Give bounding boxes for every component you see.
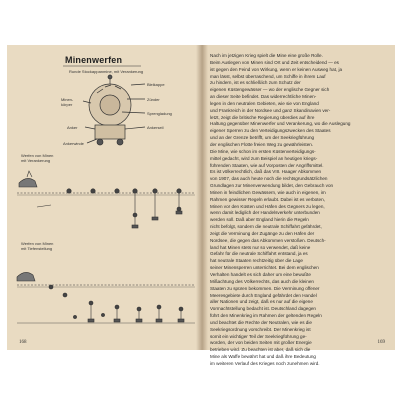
text-line: und beachtet die Rechte der Neutralen, wie es die: [210, 319, 312, 325]
text-line: Minen vor den Küsten und Häfen des Gegners zu legen,: [210, 203, 325, 209]
text-line: man lässt, selbst überraschend, um Schiffe in ihrem Lauf: [210, 73, 326, 79]
text-line: zeigt die Verminung der Zugänge zu den Häfen der: [210, 230, 315, 236]
text-line: somit ein wichtiger Teil der Seekriegführung ge-: [210, 333, 307, 339]
text-line: zu hindern, ist es schließlich zum Schutz der: [210, 80, 301, 86]
text-line: Staaten zu spüren bekommen. Die Verminung offener: [210, 285, 320, 291]
text-line: Die Mine, wie schon im ersten Küstenverteidigungs-: [210, 148, 316, 154]
text-line: und Frankreich in der Nordsee und ganz Skandinavien ver-: [210, 107, 331, 113]
page-number-left: 168: [19, 340, 27, 345]
text-line: Nach im jetzigen Krieg spielt die Mine eine große Rolle.: [210, 53, 323, 58]
text-line: legen in den neutralen Gebieten, wie sie von England: [210, 100, 319, 106]
text-line: führenden Staaten, wie auf Vorposten der Angriffsmittel.: [210, 162, 324, 168]
text-line: und an der Grenze betrifft, um der Seekriegführung: [210, 135, 315, 141]
text-line: Es ist völkerrechtlich, daß das VIII. Haager Abkommen: [210, 169, 322, 175]
minelaying-scene-depth: [17, 272, 195, 323]
right-page: [202, 45, 395, 366]
text-line: Minen in feindlichen Gewässern, wie auch in eigenen, im: [210, 189, 326, 195]
text-line: werden soll. Daß aber England hierin die Regeln: [210, 217, 309, 223]
text-line: von 1907, das auch heute noch die rechtsgrundsätzlichen: [210, 176, 328, 182]
figure-caption-mid-line1: Werfen von Minen: [21, 153, 54, 158]
text-line: hat neutrale Staaten rechtzeitig über die Lage: [210, 258, 303, 264]
text-line: führt den Minenkrieg im Rahmen der geltenden Regeln: [210, 313, 322, 319]
figure-caption-bottom-line1: Werfen von Minen: [21, 241, 54, 246]
text-line: Beim Auslegen von Minen sind Ort und Zeit entscheidend — es: [210, 59, 339, 65]
text-line: Haltung gegenüber Minenwerfer und Verankerung, wo die Auslegung: [210, 121, 351, 127]
mine-label-ankerseil: Ankerseil: [147, 125, 164, 130]
text-line: Verhalten handelt es sich daher um eine bewußte: [210, 272, 311, 277]
mine-diagram: [83, 75, 145, 145]
figure-caption-mid-line2: mit Verankerung: [21, 158, 51, 163]
text-line: eigener Sperren zu den Verteidigungszwecken des Staates: [210, 128, 331, 134]
text-line: Mine als Waffe bewährt hat und daß ihre Bedeutung: [210, 354, 316, 360]
body-text: [210, 53, 388, 368]
mine-label-sprengladung: Sprengladung: [147, 111, 172, 116]
left-page: [7, 45, 202, 350]
figure-caption-top: Runde Stockappanmine, mit Verankerung: [69, 69, 144, 74]
book-gutter: [196, 45, 208, 350]
mine-illustrations: [7, 45, 202, 350]
minelaying-scene-anchored: [17, 171, 195, 228]
mine-label-ankerwinde: Ankerwinde: [63, 141, 84, 146]
text-line: worden, der von beiden Seiten mit großer Energie: [210, 340, 312, 346]
text-line: eigenen Küstengewässer — wo der englische Gegner sich: [210, 87, 330, 93]
text-line: mittel gedacht, wird zum Beispiel an heutigen kriegs-: [210, 155, 318, 161]
text-line: an dieser Seite befindet. Das widerrechtliche Minen-: [210, 94, 317, 100]
mine-label-minenkoerper: Minen-körper: [61, 97, 74, 107]
text-line: aller Nationen und zeigt, daß es nur auf die eigene: [210, 299, 313, 305]
text-line: seiner Minensperren unterrichtet. Bei dem englischen: [210, 265, 319, 271]
page-heading: Minenwerfen: [65, 55, 123, 65]
text-line: Rahmen gewisser Regeln erlaubt. Dabei ist es verboten,: [210, 196, 325, 202]
text-line: Mißachtung des Völkerrechts, das auch die kleinen: [210, 278, 314, 284]
mine-label-bleikappe: Bleikappe: [147, 82, 165, 87]
text-line: nicht befolgt, sondern die neutrale Schiffahrt gefährdet,: [210, 224, 322, 230]
figure-caption-bottom-line2: mit Tiefenstellung: [21, 246, 53, 251]
text-line: Meeresgebiete durch England gefährdet den Handel: [210, 292, 317, 298]
text-line: ist gegen den Feind von Wirkung, wenn er keinen Ausweg hat, ja: [210, 66, 343, 72]
text-line: Nordsee, die gegen das Abkommen verstoßen. Deutsch-: [210, 237, 326, 243]
text-line: Grundlagen zur Minenverwendung bildet, den Gebrauch von: [210, 183, 334, 189]
text-line: Gefahr für die neutrale Schiffahrt entstand, ja es: [210, 251, 308, 257]
text-line: im weiteren Verlauf des Krieges noch zunehmen wird.: [210, 360, 320, 366]
text-line: betrieben wird. Zu beachten ist aber, daß sich die: [210, 347, 311, 353]
mine-label-anker: Anker: [67, 125, 78, 130]
text-line: wenn damit lediglich der Handelsverkehr unterbunden: [210, 210, 320, 216]
text-line: der englischen Flotte freien Weg zu gewährleisten.: [210, 141, 314, 147]
mine-label-zuender: Zünder: [147, 97, 160, 102]
text-line: Vormachtstellung bedacht ist. Deutschland dagegen: [210, 306, 316, 312]
text-line: letzt, zeigt die britische Regierung überdies auf ihre: [210, 114, 315, 120]
text-line: Seekriegsordnung vorschreibt. Der Minenkrieg ist: [210, 326, 311, 332]
page-number-right: 169: [377, 340, 385, 345]
text-line: land hat Minen stets nur so verwendet, daß keine: [210, 244, 311, 250]
